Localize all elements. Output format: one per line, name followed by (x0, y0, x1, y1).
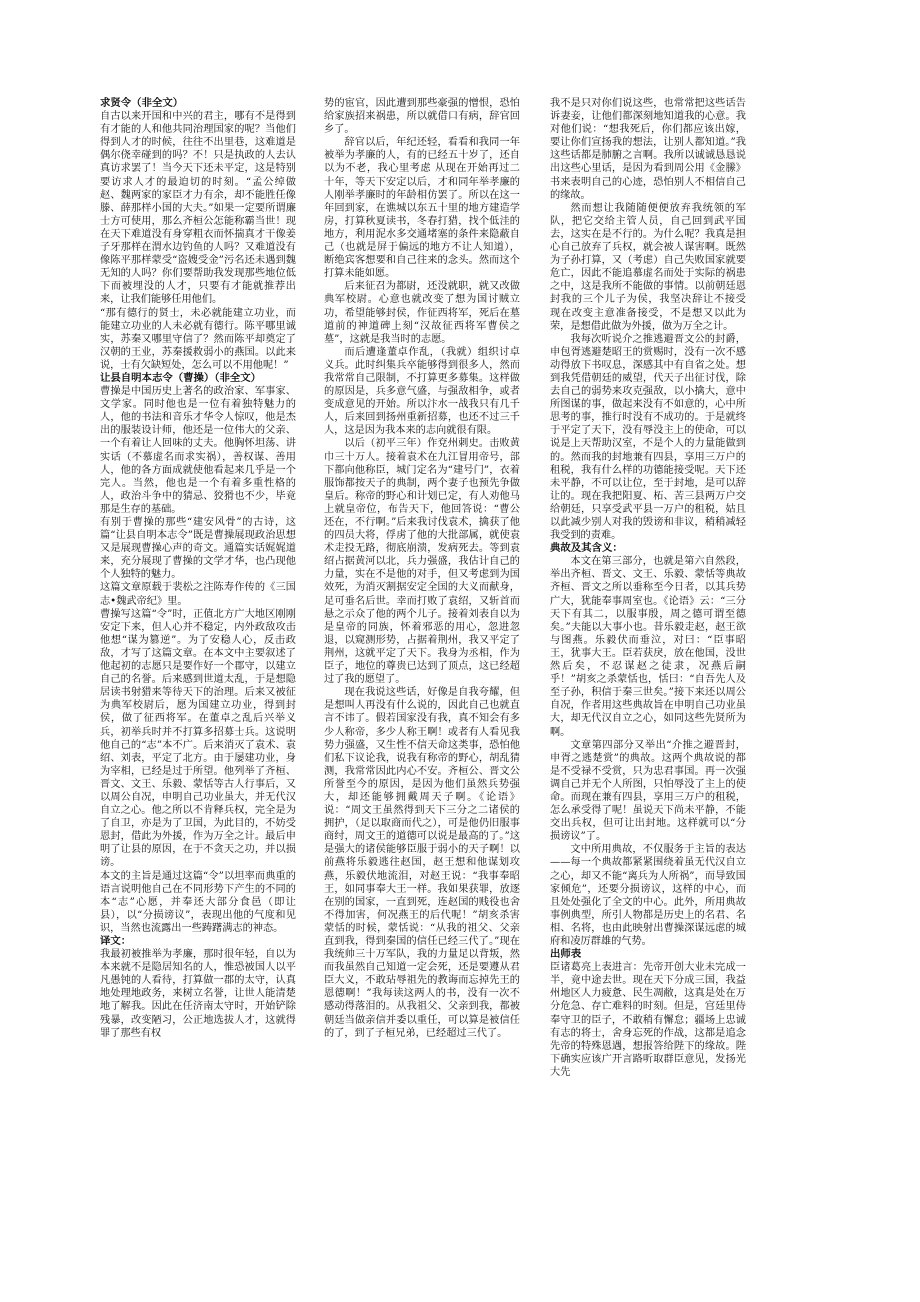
text-column-2 (324, 97, 520, 1207)
paragraph: 辞官以后，年纪还轻，看看和我同一年被举为孝廉的人，有的已经五十岁了，还自以为不老，我心里考虑 从现在开始再过二十年，等天下安定以后，才和同年举孝廉的人刚举孝廉时的年龄相仿罢了。所以在这一年回到家，在谯城以东五十里的地方建造学房，打算秋夏读书，冬春打猎，找个低洼的地方，利用泥水多交通堵塞的条件来隐蔽自己（也就是屏于偏远的地方不让人知道），断绝宾客想要和自己往来的念头。然而这个打算未能如愿。 (324, 137, 520, 280)
paragraph: “那有德行的贤士，未必就能建立功业，而能建立功业的人未必就有德行。陈平哪里诚实，苏秦又哪里守信了？然而陈平却奠定了汉朝的王业，苏秦援救弱小的燕国。以此来说，士有欠缺短处，怎么可以不用他呢！” (100, 307, 296, 371)
paragraph: 势的宦官，因此遭到那些豪强的憎恨，恐怕给家族招来祸患，所以就借口有病，辞官回乡了。 (324, 98, 520, 136)
paragraph: 现在我说这些话，好像是自我夸耀，但是想叫人再没有什么说的，因此自己也就直言不讳了。假若国家没有我，真不知会有多少人称帝，多少人称王啊！或者有人看见我势力强盛，又生性不信天命这类事，恐怕他们私下议论我，说我有称帝的野心，胡乱猜测，我常常因此内心不安。齐桓公、晋文公所誉至今的原因，是因为他们虽然兵势强大，却还能够拥戴周天子啊。《论语》说：“周文王虽然得到天下三分之二诸侯的拥护，（足以取商而代之），可是他仍旧服事商纣，周文王的道德可以说是最高的了。”这是强大的诸侯能够臣服于弱小的天子啊！以前燕将乐毅逃往赵国，赵王想和他谋划攻燕，乐毅伏地流泪，对赵王说：“我事奉昭王，如同事奉大王一样。我如果获罪，放逐在别的国家，一直到死，连赵国的贱役也舍不得加害，何况燕王的后代呢！”胡亥杀害蒙恬的时候，蒙恬说：“从我的祖父、父亲直到我，得到秦国的信任已经三代了。”现在我统帅三十万军队，我的力量足以背叛，然而我虽然自己知道一定会死，还是要遵从君臣大义，不敢玷辱祖先的教诲而忘掉先王的恩德啊！”我每读这两人的书，没有一次不感动得落泪的。从我祖父、父亲到我，都被朝廷当做亲信并委以重任，可以算是被信任的了，到了子桓兄弟，已经超过三代了。 (324, 687, 520, 1039)
paragraph: 我不是只对你们说这些，也常常把这些话告诉妻妾，让他们都深刻地知道我的心意。我对他们说：“想我死后，你们都应该出嫁，要让你们宣扬我的想法，让别人都知道。”我这些话都是肺腑之言啊。我所以诚诚恳恳说出这些心里话，是因为看到周公用《金縢》书来表明自己的心迹，恐怕别人不相信自己的缘故。 (550, 98, 746, 201)
section-heading: 让县自明本志令（曹操）（非全文） (100, 371, 262, 384)
paragraph: 文章第四部分又举出“介推之避晋封，申胥之逃楚赏”的典故。这两个典故说的都是不受禄不受赏，只为忠君事国。再一次强调自己并无个人所图，只怕辱没了主上的使命。而现在兼有四县，享用三万户的租税，怎么承受得了呢！虽说天下尚未平静，不能交出兵权，但可让出封地。这样就可以“分损谤议”了。 (550, 739, 746, 843)
paragraph: 我每次听说介之推逃避晋文公的封爵，申包胥逃避楚昭王的赏赐时，没有一次不感动得放下书叹息，深感其中有自省之处。想到我凭借朝廷的威望，代天子出征讨伐，除去自己的弱势来攻克强敌，以小擒大，意中所图谋的事，做起来没有不如意的，心中所思考的事，推行时没有不成功的。于是就终于平定了天下，没有辱没主上的使命，可以说是上天帮助汉室，不是个人的力量能做到的。然而我的封地兼有四县，享用三万户的租税，我有什么样的功德能接受呢。天下还未平静，不可以让位，至于封地，是可以辞让的。现在我把阳夏、柘、苦三县两万户交给朝廷，只享受武平县一万户的租税，姑且以此减少别人对我的毁谤和非议，稍稍减轻我受到的责难。 (550, 333, 746, 542)
paragraph: 自古以来开国和中兴的君主，哪有不是得到有才能的人和他共同治理国家的呢？当他们得到人才的时候，往往不出里巷，这难道是偶尔侥幸碰到的吗？不！只是执政的人去认真访求罢了！当今天下还未平定，这是特别要访求人才的最迫切的时刻。“孟公绰做赵、魏两家的家臣才力有余，却不能胜任像滕、薛那样小国的大夫。”如果一定要所谓廉士方可使用，那么齐桓公怎能称霸当世！现在天下难道没有身穿粗衣而怀揣真才干像姜子牙那样在渭水边钓鱼的人吗？又难道没有像陈平那样蒙受“盗嫂受金”污名还未遇到魏无知的人吗？你们要帮助我发现那些地位低下而被埋没的人才，只要有才能就推荐出来，让我们能够任用他们。 (100, 111, 296, 306)
section-heading: 译文： (100, 935, 132, 947)
paragraph: 以后（初平三年）作兗州刺史。击败黄巾三十万人。接着袁术在九江冒用帝号，部下都向他称臣，城门定名为“建号门”，衣着服饰都按天子的典制，两个妻子也预先争做皇后。称帝的野心和计划已定，有人劝他马上就皇帝位，布告天下，他回答说：“曹公还在，不行啊。”后来我讨伐袁术，擒获了他的四员大将，俘虏了他的大批部属，就使袁术走投无路，彻底崩溃，发病死去。等到袁绍占据黄河以北，兵力强盛，我估计自己的力量，实在不是他的对手，但又考虑到为国效死，为消灭割据安定全国的大义而献身，足可垂名后世。幸而打败了袁绍，又斩首而悬之示众了他的两个儿子。接着刘表自以为是皇帝的同族，怀着邪恶的用心，忽进忽退，以窥测形势，占据着荆州，我又平定了荆州，这就平定了天下。我身为丞相，作为臣子，地位的尊贵已达到了顶点，这已经超过了我的愿望了。 (324, 438, 520, 686)
document-page (100, 97, 760, 1207)
section-heading: 典故及其含义： (550, 542, 623, 555)
paragraph: 然而想让我随随便便放弃我统领的军队，把它交给主管人员，自己回到武平国去，这实在是不行的。为什么呢？我真是担心自己放弃了兵权，就会被人谋害啊。既然为子孙打算，又（考虑）自己失败国家就要危亡，因此不能追慕虚名而处于实际的祸患之中，这是我所不能做的事情。以前朝廷恩封我的三个儿子为侯，我坚决辞让不接受 现在改变主意准备接受，不是想又以此为荣，是想借此做为外援，做为万全之计。 (550, 202, 746, 332)
paragraph: 臣诸葛亮上表进言：先帝开创大业未完成一半，竟中途去世。现在天下分成三国，我益州地区人力疲惫、民生凋敝，这真是处在万分危急、存亡难料的时刻。但是，宫廷里侍奉守卫的臣子，不敢稍有懈怠；疆场上忠诚有志的将士，舍身忘死的作战，这都是追念先帝的特殊恩遇，想报答给陛下的缘故。陛下确实应该广开言路听取群臣意见，发扬光大先 (550, 962, 746, 1078)
paragraph: 有别于曹操的那些“建安风骨”的古诗，这篇“让县自明本志令”既是曹操展现政治思想又是展现曹操心声的奇文。通篇实话娓娓道来，充分展现了曹操的文学才华，也凸现他个人独特的魅力。 (100, 517, 296, 581)
paragraph: 曹操写这篇“令”时，正值北方广大地区刚刚安定下来，但人心并不稳定，内外政敌攻击他想“谋为篡逆”。为了安稳人心，反击政敌，才写了这篇文章。在本文中主要叙述了他起初的志愿只是要作好一个郡守，以建立自己的名誉。后来感到世道太乱，于是想隐居读书射猎来等待天下的治理。后来又被征为典军校尉后，愿为国建立功业，得到封侯，做了征西将军。在董卓之乱后兴举义兵，初举兵时并不打算多招募士兵。这说明他自己的“志”本不广。后来消灭了袁术、袁绍、刘表，平定了北方。由于屡建功业，身为宰相，已经是过于所望。他列举了齐桓、晋文、文王、乐毅、蒙恬等古人行事后，又以周公自况，申明自己功业虽大，并无代汉自立之心。他之所以不肯释兵权，完全是为了自卫，亦是为了卫国，为此目的，不妨受恩封，借此为外援，作为万全之计。最后申明了让县的原因，在于不贪天之功，并以损谤。 (100, 608, 296, 869)
paragraph: 这篇文章原载于裴松之注陈寿作传的《三国志•魏武帝纪》里。 (100, 582, 296, 607)
paragraph: 我最初被推举为孝廉，那时很年轻，自以为本来就不是隐居知名的人，惟恐被国人以平凡愚钝的人看待，打算做一郡的太守，认真地处理地政务，来树立名誉，让世人能清楚地了解我。因此在任济南太守时，开始铲除残暴，改变陋习，公正地选拔人才，这就得罪了那些有权 (100, 949, 296, 1039)
section-heading: 出师表 (550, 948, 582, 961)
paragraph: 文中所用典故，不仅服务于主旨的表达——每一个典故都紧紧围绕着虽无代汉自立之心，却又不能“离兵为人所祸”，而导致国家倾危”，还要分损谤议，这样的中心，而且处处强化了全文的中心。此外，所用典故事例典型，所引人物都是历史上的名君、名相、名将，也由此映射出曹操深谋远虑的城府和凌厉群雄的气势。 (550, 844, 746, 947)
paragraph: 后来征召为都尉，还没就职，就又改做典军校尉。心意也就改变了想为国讨贼立功，希望能够封侯，作征西将军，死后在墓道前的神道碑上刻“汉故征西将军曹侯之墓”，这就是我当时的志愿。 (324, 281, 520, 345)
section-heading: 求贤令（非全文） (100, 97, 184, 109)
paragraph: 曹操是中国历史上著名的政治家、军事家、文学家。同时他也是一位有着独特魅力的人，他的书法和音乐才华令人惊叹，他是杰出的服装设计师，他还是一位伟大的父亲、一个有着让人回味的丈夫。他胸怀坦荡、讲实话（不慕虚名而求实祸），善权谋、善用人，他的各方面成就使他看起来几乎是一个完人。当然，他也是一个有着多重性格的人，政治斗争中的猜忌、狡猾也不少，毕竟那是生存的基础。 (100, 386, 296, 515)
paragraph: 本文的主旨是通过这篇“令”以坦率而典重的语言说明他自己在不同形势下产生的不同的本“志”心愿，并奉还大部分食邑（即让县），以“分损谤议”，表现出他的气度和见识，当然也流露出一些踌躇满志的神态。 (100, 870, 296, 934)
paragraph: 而后遭逢董卓作乱，（我就）组织讨卓义兵。此时纠集兵卒能够得到很多人，然而我常常自己限制，不打算更多募集。这样做的原因是，兵多意气盛，与强敌相争，或者变成意见的开始。所以汴水一战我只有几千人，后来回到扬州重新招募，也还不过三千人，这是因为我本来的志向就很有限。 (324, 346, 520, 437)
paragraph: 本文在第三部分，也就是第六自然段，举出齐桓、晋文、文王、乐毅、蒙恬等典故 齐桓、晋文之所以垂称至今日者，以其兵势广大，犹能奉事周室也。《论语》云：“三分天下有其二，以服事殷，周之德可谓至德矣。”夫能以大事小也。昔乐毅走赵，赵王欲与图燕。乐毅伏而垂泣，对曰：“臣事昭王，犹事大王。臣若获戾，放在他国，没世然后矣，不忍谋赵之徒隶，况燕后嗣乎！”胡亥之杀蒙恬也，恬曰：“自吾先人及至子孙，积信于秦三世矣。”接下来还以周公自况，作者用这些典故旨在申明自己功业虽大，却无代汉自立之心，如同这些先贤所为啊。 (550, 556, 746, 738)
text-column-1 (100, 97, 296, 1207)
text-column-3 (550, 97, 746, 1207)
